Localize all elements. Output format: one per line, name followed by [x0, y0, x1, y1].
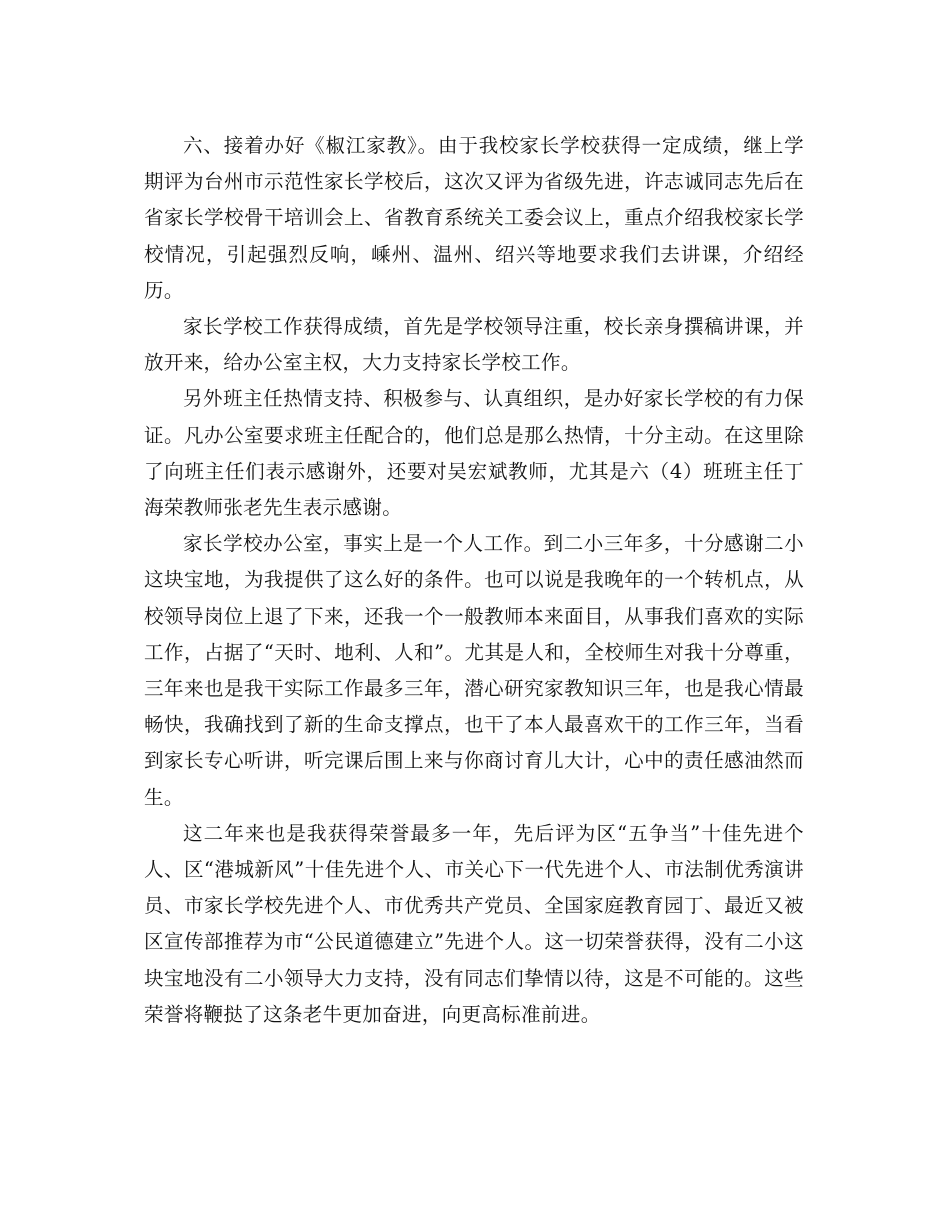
paragraph-4: 家长学校办公室，事实上是一个人工作。到二小三年多，十分感谢二小这块宝地，为我提供了这么好的条件。也可以说是我晚年的一个转机点，从校领导岗位上退了下来，还我一个一般教师本来面目，从事我们喜欢的实际工作，占据了“天时、地利、人和”。尤其是人和，全校师生对我十分尊重，三年来也是我干实际工作最多三年，潜心研究家教知识三年，也是我心情最畅快，我确找到了新的生命支撑点，也干了本人最喜欢干的工作三年，当看到家长专心听讲，听完课后围上来与你商讨育儿大计，心中的责任感油然而生。 — [144, 532, 804, 809]
paragraph-5: 这二年来也是我获得荣誉最多一年，先后评为区“五争当”十佳先进个人、区“港城新风”十佳先进个人、市关心下一代先进个人、市法制优秀演讲员、市家长学校先进个人、市优秀共产党员、全国家庭教育园丁、最近又被区宣传部推荐为市“公民道德建立”先进个人。这一切荣誉获得，没有二小这块宝地没有二小领导大力支持，没有同志们挚情以待，这是不可能的。这些荣誉将鞭挞了这条老牛更加奋进，向更高标准前进。 — [144, 821, 804, 1026]
document-body — [144, 128, 804, 1033]
paragraph-2: 家长学校工作获得成绩，首先是学校领导注重，校长亲身撰稿讲课，并放开来，给办公室主权，大力支持家长学校工作。 — [144, 315, 804, 375]
paragraph-1: 六、接着办好《椒江家教》。由于我校家长学校获得一定成绩，继上学期评为台州市示范性家长学校后，这次又评为省级先进，许志诚同志先后在省家长学校骨干培训会上、省教育系统关工委会议上，重点介绍我校家长学校情况，引起强烈反响，嵊州、温州、绍兴等地要求我们去讲课，介绍经历。 — [144, 134, 804, 302]
paragraph-3: 另外班主任热情支持、积极参与、认真组织，是办好家长学校的有力保证。凡办公室要求班主任配合的，他们总是那么热情，十分主动。在这里除了向班主任们表示感谢外，还要对吴宏斌教师，尤其是六（4）班班主任丁海荣教师张老先生表示感谢。 — [144, 387, 804, 520]
